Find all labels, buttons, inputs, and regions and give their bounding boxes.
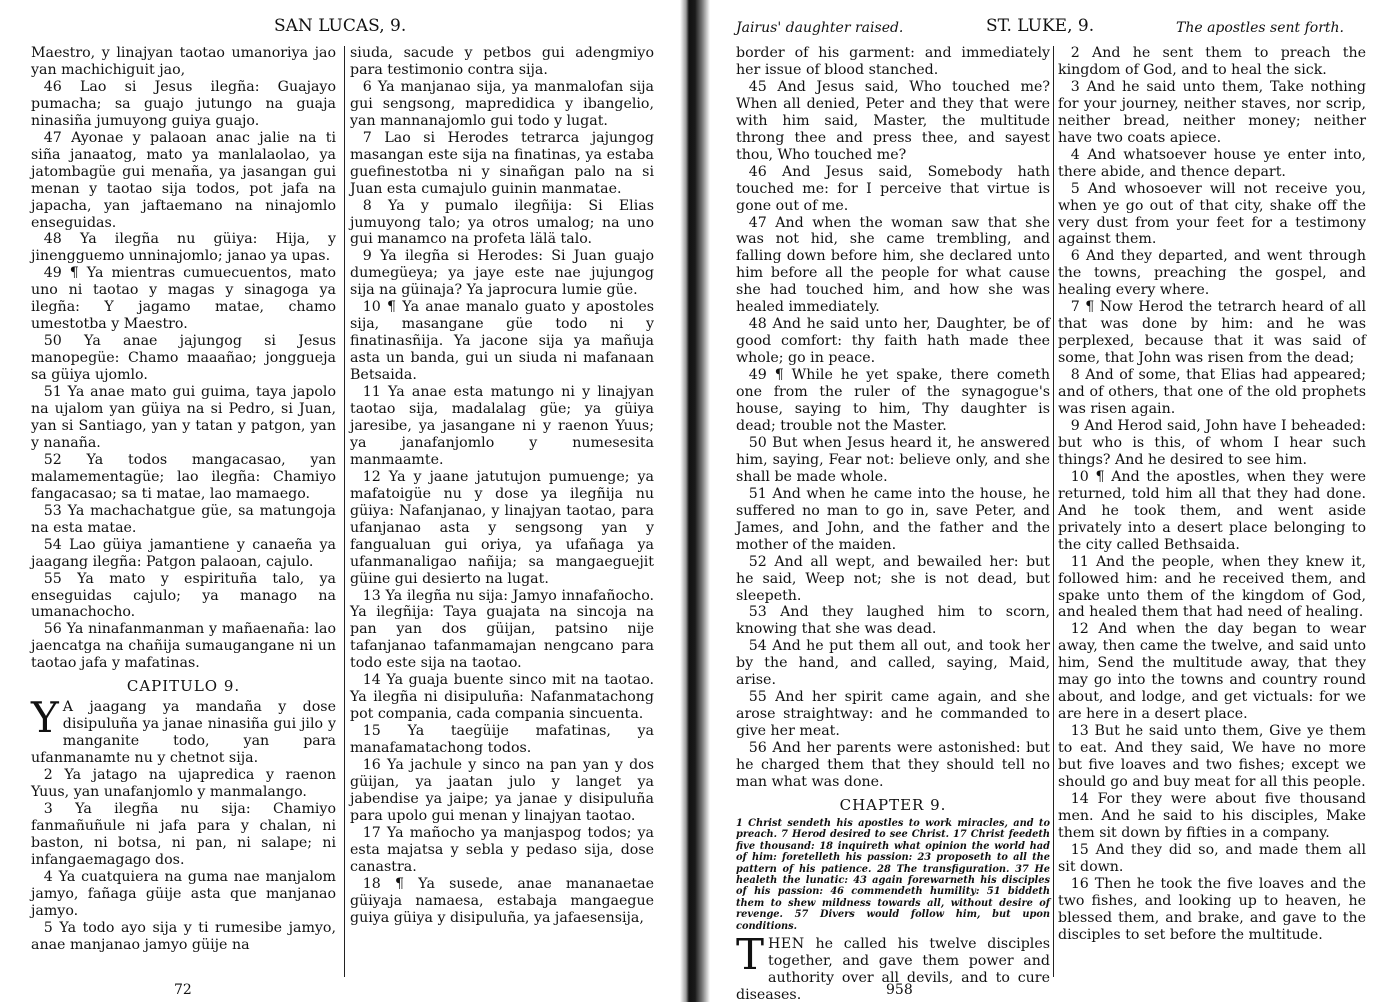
- verse: 55 And her spirit came again, and she arose straightway: and he commanded to give her meat.: [736, 689, 1050, 740]
- verse: 48 Ya ilegña nu güiya: Hija, y jinengguemo unninajomlo; janao ya upas.: [31, 231, 336, 265]
- verse: 8 And of some, that Elias had appeared; and of others, that one of the old prophets was risen again.: [1058, 367, 1366, 418]
- left-column-1: [31, 45, 336, 980]
- verse: 2 Ya jatago na ujapredica y raenon Yuus, yan unafanjomlo y manmalango.: [31, 767, 336, 800]
- verse: 7 ¶ Now Herod the tetrarch heard of all that was done by him: and he was perplexed, because that it was said of some, that John was risen from the dead;: [1058, 299, 1366, 367]
- verse: 54 Lao güiya jamantiene y canaeña ya jaagang ilegña: Patgon palaoan, cajulo.: [31, 536, 336, 570]
- verse: 13 But he said unto them, Give ye them to eat. And they said, We have no more but five loaves and two fishes; except we should go and buy meat for all this people.: [1058, 723, 1366, 790]
- verse: 47 And when the woman saw that she was not hid, she came trembling, and falling down before him, she declared unto him before all the people for what cause she had touched him, and how she was healed immediately.: [736, 214, 1050, 316]
- verse: 16 Ya jachule y sinco na pan yan y dos güijan, ya jaatan julo y langet ya jabendise ya jaipe; ya janae y disipuluña para upolo gui menan y linajyan taotao.: [350, 757, 654, 824]
- drop-cap: Y: [31, 693, 59, 743]
- verse: 16 Then he took the five loaves and the two fishes, and looking up to heaven, he blessed them, and brake, and gave to the disciples to set before the multitude.: [1058, 875, 1366, 943]
- verse: 56 And her parents were astonished: but he charged them that they should tell no man what was done.: [736, 740, 1050, 790]
- verse: 46 Lao si Jesus ilegña: Guajayo pumacha; sa guajo jutungo na guaja ninasiña jumuyong guiya guajo.: [31, 78, 336, 129]
- verse: 14 Ya guaja buente sinco mit na taotao. Ya ilegña ni disipuluña: Nafanmatachong pot compania, cada compania sincuenta.: [350, 672, 654, 723]
- verse: 53 And they laughed him to scorn, knowing that she was dead.: [736, 604, 1050, 638]
- book-gutter: [680, 0, 710, 1002]
- verse: 12 And when the day began to wear away, then came the twelve, and said unto him, Send the multitude away, that they may go into the towns and country round about, and lodge, and get victuals: for we are here in a desert place.: [1058, 621, 1366, 723]
- verse: 6 Ya manjanao sija, ya manmalofan sija gui sengsong, mapredidica y ibangelio, yan mannanajomlo gui todo y lugat.: [350, 78, 654, 129]
- verse: Maestro, y linajyan taotao umanoriya jao yan machichiguit jao,: [31, 45, 336, 78]
- chapter-heading: CAPITULO 9.: [126, 677, 241, 696]
- verse: 13 Ya ilegña nu sija: Jamyo innafañocho. Ya ilegñija: Taya guajata na sincoja na pan yan dos güijan, patsino nije tafanjanao tafanmamajan nengcano para todo este sija na taotao.: [350, 587, 654, 672]
- verse: 11 Ya anae esta matungo ni y linajyan taotao sija, madalalag güe; ya güiya jaresibe, ya jasangane ni y raenon Yuus; ya janafanjomlo y numesesita manmaamte.: [350, 384, 654, 468]
- verse: 9 And Herod said, John have I beheaded: but who is this, of whom I hear such things? And he desired to see him.: [1058, 417, 1366, 468]
- verse: 9 Ya ilegña si Herodes: Si Juan guajo dumegüeya; ya jaye este nae jujungog sija na güinaja? Ya japrocura lumie güe.: [350, 248, 654, 299]
- left-page: [0, 0, 680, 1002]
- verse: 5 And whosoever will not receive you, when ye go out of that city, shake off the very dust from your feet for a testimony against them.: [1058, 180, 1366, 248]
- verse: 50 Ya anae jajungog si Jesus manopegüe: Chamo maaañao; jonggueja sa güiya ujomlo.: [31, 333, 336, 384]
- verse: 8 Ya y pumalo ilegñija: Si Elias jumuyong talo; ya otros umalog; na uno gui manamco na profeta lälä talo.: [350, 197, 654, 248]
- opening-text: he called his twelve disciples together, and gave them power and authority over all devils, and to cure diseases.: [736, 935, 1050, 1003]
- verse: 54 And he put them all out, and took her by the hand, and called, saying, Maid, arise.: [736, 638, 1050, 689]
- verse: 15 Ya taegüije mafatinas, ya manafamatachong todos.: [350, 723, 654, 757]
- verse: 51 Ya anae mato gui guima, taya japolo na ujalom yan güiya na si Pedro, si Juan, yan si Santiago, yan y tatan y patgon, yan y nanaña.: [31, 384, 336, 451]
- chapter-opening-verse: [31, 693, 336, 767]
- verse: 7 Lao si Herodes tetrarca jajungog masangan este sija na finatinas, ya estaba guefinestotba ni y sinañgan palo na si Juan esta cumajulo guinin manmatae.: [350, 129, 654, 197]
- verse: 5 Ya todo ayo sija y ti rumesibe jamyo, anae manjanao jamyo güije na: [31, 919, 336, 953]
- chapter-heading: CHAPTER 9.: [839, 795, 947, 814]
- right-column-2: [1058, 45, 1366, 980]
- verse: 12 Ya y jaane jatutujon pumuenge; ya mafatoigüe nu y dose ya ilegñija nu güiya: Nafanjanao, y linajyan taotao, para ufanjanao asta y sengsong yan y fangualuan gui oriya, ya ufañaga ya ufanmanaligao nañija; sa mangaeguejit güine gui desierto na lugat.: [350, 468, 654, 587]
- verse: siuda, sacude y petbos gui adengmiyo para testimonio contra sija.: [350, 45, 654, 78]
- opening-small-caps: HEN: [768, 935, 805, 952]
- verse: 6 And they departed, and went through the towns, preaching the gospel, and healing every where.: [1058, 248, 1366, 299]
- left-column-2: [350, 45, 654, 980]
- verse: 45 And Jesus said, Who touched me? When all denied, Peter and they that were with him said, Master, the multitude throng thee and press thee, and sayest thou, Who touched me?: [736, 78, 1050, 163]
- verse: 53 Ya machachatgue güe, sa matungoja na esta matae.: [31, 502, 336, 536]
- verse: 49 ¶ Ya mientras cumuecuentos, mato uno ni taotao y magas y sinagoga ya ilegña: Y jagamo matae, chamo umestotba y Maestro.: [31, 265, 336, 333]
- verse: 56 Ya ninafanmanman y mañaenaña: lao jaencatga na chañija sumaugangane ni un taotao jafa y mafatinas.: [31, 621, 336, 672]
- verse: 46 And Jesus said, Somebody hath touched me: for I perceive that virtue is gone out of me.: [736, 163, 1050, 214]
- verse: 49 ¶ While he yet spake, there cometh one from the ruler of the synagogue's house, saying to him, Thy daughter is dead; trouble not the Master.: [736, 367, 1050, 434]
- verse: 51 And when he came into the house, he suffered no man to go in, save Peter, and James, and John, and the father and the mother of the maiden.: [736, 485, 1050, 553]
- verse: border of his garment: and immediately her issue of blood stanched.: [736, 45, 1050, 78]
- verse: 18 ¶ Ya susede, anae mananaetae güiyaja namaesa, estabaja mangaegue guiya güiya y disipuluña, ya jafaesensija,: [350, 875, 654, 926]
- verse: 55 Ya mato y espirituña talo, ya enseguidas cajulo; ya manago na umanachocho.: [31, 570, 336, 621]
- left-page-header: SAN LUCAS, 9.: [274, 16, 407, 36]
- verse: 15 And they did so, and made them all sit down.: [1058, 841, 1366, 875]
- verse: 52 Ya todos mangacasao, yan malamementagüe; lao ilegña: Chamiyo fangacasao; sa ti matae, lao mamaego.: [31, 451, 336, 502]
- verse: 47 Ayonae y palaoan anac jalie na ti siña janaatog, mato ya manlalaolao, ya jatombagüe gui menaña, ya jasangan gui menan y taotao sija todos, pot jafa na japacha, yan jaftaemano na ninajomlo enseguidas.: [31, 129, 336, 231]
- right-page: [710, 0, 1383, 1002]
- right-header-right: The apostles sent forth.: [1176, 20, 1344, 36]
- verse: 11 And the people, when they knew it, followed him: and he received them, and spake unto them of the kingdom of God, and healed them that had need of healing.: [1058, 553, 1366, 621]
- right-page-number: 958: [886, 982, 913, 998]
- verse: 10 ¶ Ya anae manalo guato y apostoles sija, masangane güe todo ni y finatinasñija. Ya jacone sija ya mañuja asta un banda, gui un siuda ni mafanaan Betsaida.: [350, 299, 654, 384]
- verse: 2 And he sent them to preach the kingdom of God, and to heal the sick.: [1058, 45, 1366, 78]
- chapter-summary: 1 Christ sendeth his apostles to work miracles, and to preach. 7 Herod desired to see Christ. 17 Christ feedeth five thousand: 18 inquireth what opinion the world had of him: foretelleth his passion: 23 proposeth to all the pattern of his patience. 28 The transfiguration. 37 He healeth the lunatic: 43 again forewarneth his disciples of his passion: 46 commendeth humility: 51 biddeth them to shew mildness towards all, without desire of revenge. 57 Divers would follow him, but upon conditions.: [736, 817, 1050, 932]
- verse: 3 And he said unto them, Take nothing for your journey, neither staves, nor scrip, neither bread, neither money; neither have two coats apiece.: [1058, 78, 1366, 146]
- verse: 14 For they were about five thousand men. And he said to his disciples, Make them sit down by fifties in a company.: [1058, 790, 1366, 841]
- verse: 4 Ya cuatquiera na guma nae manjalom jamyo, fañaga güije asta que manjanao jamyo.: [31, 868, 336, 919]
- column-divider: [344, 46, 345, 977]
- verse: 48 And he said unto her, Daughter, be of good comfort: thy faith hath made thee whole; go in peace.: [736, 316, 1050, 367]
- verse: 50 But when Jesus heard it, he answered him, saying, Fear not: believe only, and she shall be made whole.: [736, 434, 1050, 485]
- verse: 4 And whatsoever house ye enter into, there abide, and thence depart.: [1058, 146, 1366, 180]
- right-page-header: ST. LUKE, 9.: [986, 16, 1095, 36]
- verse: 3 Ya ilegña nu sija: Chamiyo fanmañuñule ni jafa para y chalan, ni baston, ni botsa, ni pan, ni salape; ni infangaemagago dos.: [31, 800, 336, 868]
- opening-text: A jaagang ya mandaña y dose disipuluña ya janae ninasiña gui jilo y manganite todo, yan para ufanmanamte nu y chetnot sija.: [31, 699, 336, 767]
- verse: 17 Ya mañocho ya manjaspog todos; ya esta majatsa y sebla y pedaso sija, dose canastra.: [350, 824, 654, 875]
- verse: 52 And all wept, and bewailed her: but he said, Weep not; she is not dead, but sleepeth.: [736, 553, 1050, 604]
- drop-cap: T: [736, 929, 765, 979]
- left-page-number: 72: [174, 982, 192, 998]
- column-divider: [1053, 46, 1054, 977]
- right-header-left: Jairus' daughter raised.: [736, 20, 904, 36]
- verse: 10 ¶ And the apostles, when they were returned, told him all that they had done. And he took them, and went aside privately into a desert place belonging to the city called Bethsaida.: [1058, 468, 1366, 553]
